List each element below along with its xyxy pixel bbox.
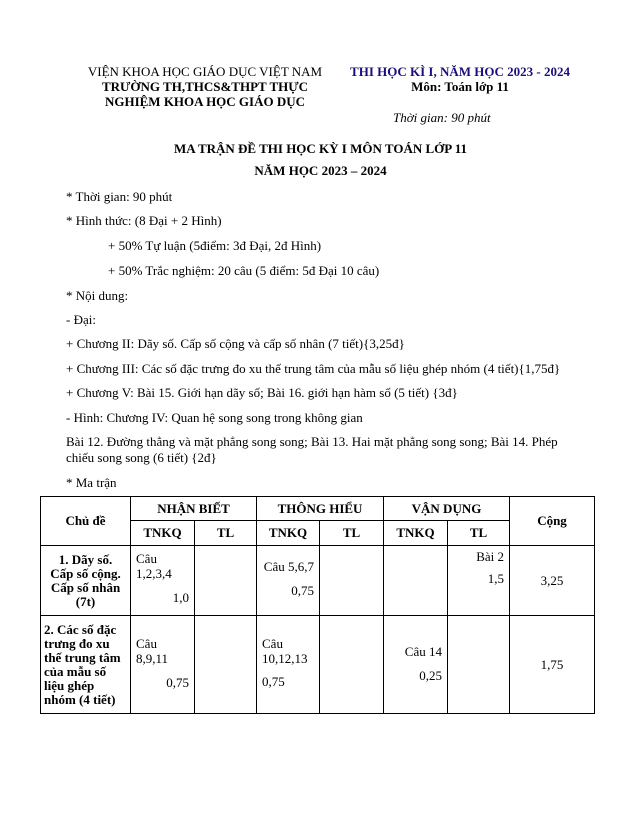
header-recognition-mc: TNKQ — [131, 521, 195, 546]
institute-name: VIỆN KHOA HỌC GIÁO DỤC VIỆT NAM — [87, 64, 323, 79]
header-recognition-essay: TL — [195, 521, 257, 546]
exam-header — [330, 64, 590, 94]
header-recognition: NHẬN BIẾT — [131, 497, 257, 521]
topic-line: của mẫu số — [44, 663, 107, 679]
header-application-essay: TL — [448, 521, 510, 546]
school-name-line1: TRƯỜNG TH,THCS&THPT THỰC — [102, 79, 308, 94]
question-numbers: Câu 14 — [404, 644, 442, 659]
score: 0,75 — [262, 674, 285, 689]
cell-application-mc — [384, 546, 448, 616]
cell-recognition-essay — [195, 546, 257, 616]
document-subtitle: NĂM HỌC 2023 – 2024 — [254, 163, 387, 178]
question-numbers: 1,2,3,4 — [136, 566, 172, 581]
cell-total: 1,75 — [510, 616, 595, 714]
exam-duration: Thời gian: 90 phút — [393, 110, 491, 125]
topic-line: thế trung tâm — [44, 649, 121, 665]
table-row — [41, 616, 595, 714]
chapter-2-line: + Chương II: Dãy số. Cấp số cộng và cấp số nhân (7 tiết){3,25đ} — [66, 336, 405, 351]
topic-line: nhóm (4 tiết) — [44, 691, 116, 707]
cell-comprehension-mc — [257, 616, 320, 714]
question-label: Câu — [262, 636, 283, 651]
algebra-heading: - Đại: — [66, 312, 96, 327]
chapter-3-line: + Chương III: Các số đặc trưng đo xu thế trung tâm của mẫu số liệu ghép nhóm (4 tiết){1,75đ} — [66, 361, 561, 376]
cell-total: 3,25 — [510, 546, 595, 616]
header-topic: Chủ đề — [41, 497, 131, 546]
question-numbers: 10,12,13 — [262, 651, 308, 666]
institution-header — [60, 64, 350, 109]
topic-line: Cấp số nhân — [50, 579, 121, 595]
cell-comprehension-essay — [320, 546, 384, 616]
score: 1,5 — [487, 571, 504, 586]
matrix-heading: * Ma trận — [66, 475, 117, 490]
cell-recognition-essay — [195, 616, 257, 714]
header-application-mc: TNKQ — [384, 521, 448, 546]
time-info: * Thời gian: 90 phút — [66, 189, 173, 204]
format-multiple-choice: + 50% Trắc nghiệm: 20 câu (5 điểm: 5đ Đại 10 câu) — [108, 263, 380, 278]
geometry-line-2: chiếu song song (6 tiết) {2đ} — [66, 450, 217, 465]
topic-line: trưng đo xu — [44, 635, 110, 651]
row-topic — [41, 546, 131, 616]
chapter-5-line: + Chương V: Bài 15. Giới hạn dãy số; Bài 16. giới hạn hàm số (5 tiết) {3đ} — [66, 385, 458, 400]
header-comprehension: THÔNG HIỂU — [257, 497, 384, 521]
topic-line: (7t) — [75, 593, 96, 609]
header-total: Cộng — [510, 497, 595, 546]
question-label: Câu — [136, 636, 157, 651]
topic-line: liệu ghép — [44, 677, 95, 693]
header-comprehension-mc: TNKQ — [257, 521, 320, 546]
exam-subject: Môn: Toán lớp 11 — [411, 79, 509, 94]
question-numbers: Câu 5,6,7 — [263, 559, 314, 574]
format-essay: + 50% Tự luận (5điểm: 3đ Đại, 2đ Hình) — [108, 238, 322, 253]
question-label: Câu — [136, 551, 157, 566]
row-topic — [41, 616, 131, 714]
exam-title: THI HỌC KÌ I, NĂM HỌC 2023 - 2024 — [350, 64, 570, 79]
cell-application-essay — [448, 616, 510, 714]
score: 0,75 — [291, 583, 314, 598]
cell-comprehension-mc — [257, 546, 320, 616]
topic-line: 2. Các số đặc — [44, 621, 117, 637]
geometry-line-1: Bài 12. Đường thẳng và mặt phẳng song song; Bài 13. Hai mặt phẳng song song; Bài 14. Phép — [66, 434, 558, 449]
cell-comprehension-essay — [320, 616, 384, 714]
format-info: * Hình thức: (8 Đại + 2 Hình) — [66, 213, 222, 228]
header-comprehension-essay: TL — [320, 521, 384, 546]
exam-matrix-table — [40, 496, 595, 714]
cell-application-essay — [448, 546, 510, 616]
question-numbers: 8,9,11 — [136, 651, 169, 666]
topic-line: Cấp số cộng. — [50, 565, 121, 581]
topic-line: 1. Dãy số. — [58, 551, 113, 567]
score: 0,25 — [419, 668, 442, 683]
geometry-heading: - Hình: Chương IV: Quan hệ song song trong không gian — [66, 410, 363, 425]
header-application: VẬN DỤNG — [384, 497, 510, 521]
cell-recognition-mc — [131, 616, 195, 714]
cell-application-mc — [384, 616, 448, 714]
question-numbers: Bài 2 — [476, 549, 504, 564]
table-row — [41, 546, 595, 616]
score: 1,0 — [172, 590, 189, 605]
cell-recognition-mc — [131, 546, 195, 616]
content-heading: * Nội dung: — [66, 288, 129, 303]
document-title: MA TRẬN ĐỀ THI HỌC KỲ I MÔN TOÁN LỚP 11 — [173, 141, 468, 156]
score: 0,75 — [166, 675, 189, 690]
school-name-line2: NGHIỆM KHOA HỌC GIÁO DỤC — [104, 94, 306, 109]
